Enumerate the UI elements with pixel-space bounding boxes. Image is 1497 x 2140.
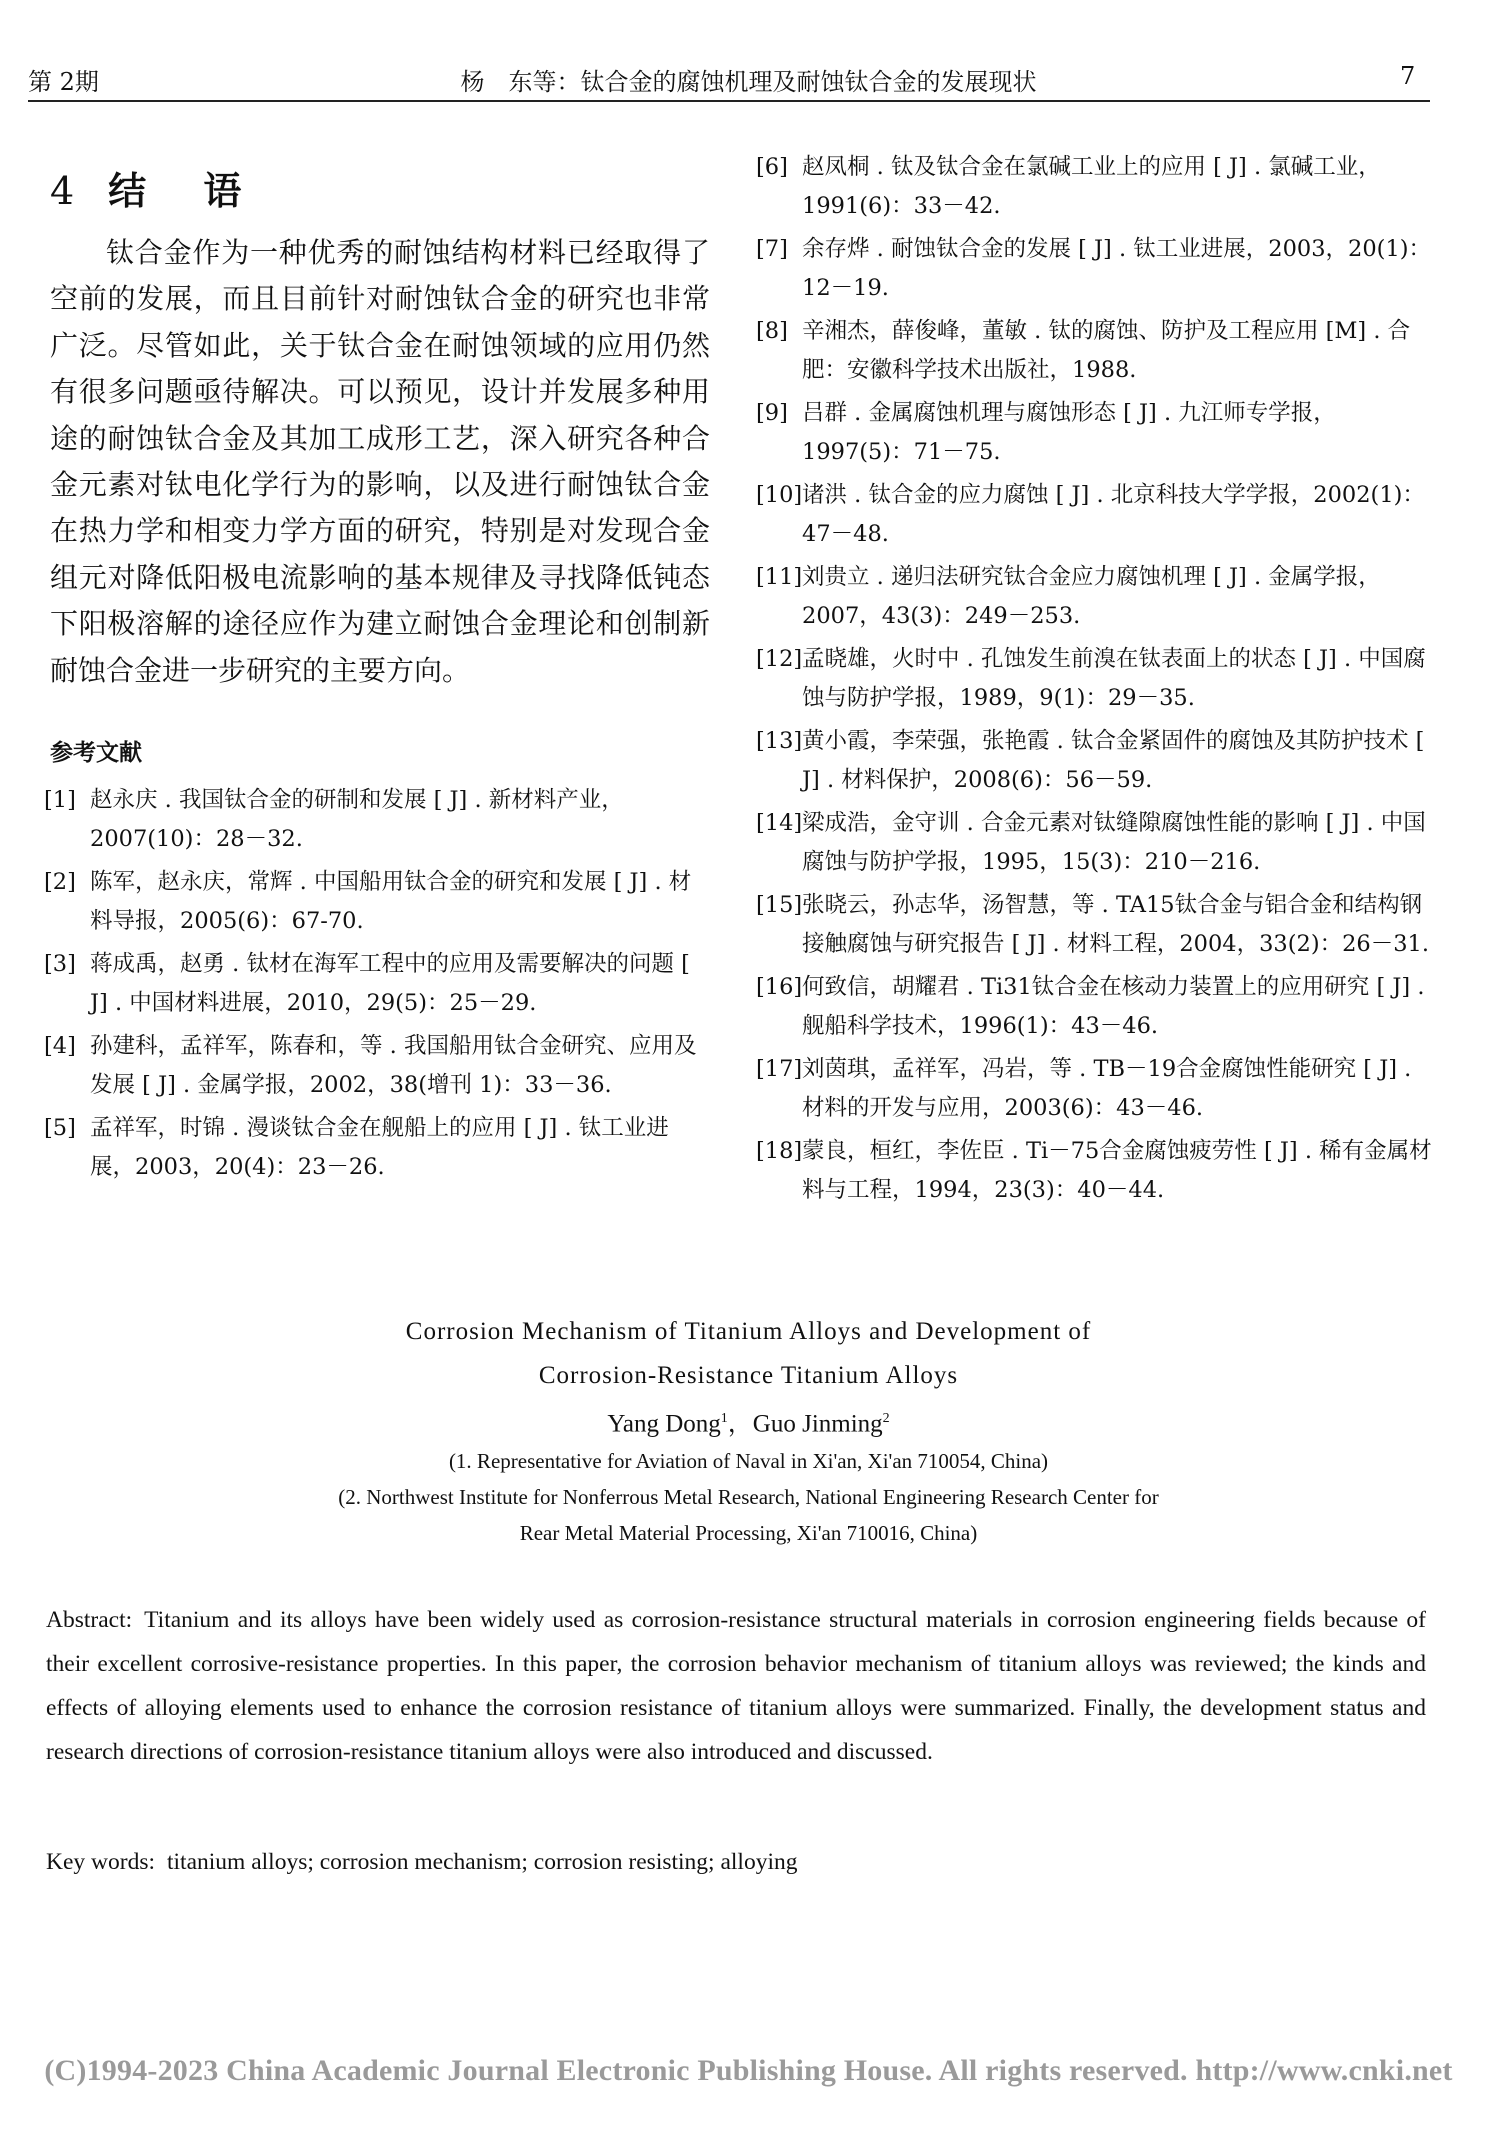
reference-item [756, 886, 1432, 964]
reference-item [44, 1109, 710, 1187]
reference-item [756, 312, 1432, 390]
reference-number: [7] [756, 236, 788, 262]
reference-number: [15] [756, 892, 803, 918]
reference-item [44, 781, 710, 859]
affiliation-2-line-2: Rear Metal Material Processing, Xi'an 710016, China) [519, 1521, 978, 1546]
english-keywords [46, 1840, 1426, 1884]
reference-text: 刘茵琪，孟祥军，冯岩，等 . TB－19合金腐蚀性能研究 [ J] . 材料的开发与应用，2003(6)：43－46. [802, 1056, 1412, 1121]
reference-text: 赵凤桐 . 钛及钛合金在氯碱工业上的应用 [ J] . 氯碱工业，1991(6)：33－42. [802, 154, 1381, 219]
reference-item [756, 476, 1432, 554]
reference-text: 孟祥军，时锦 . 漫谈钛合金在舰船上的应用 [ J] . 钛工业进展，2003，20(4)：23－26. [90, 1115, 669, 1181]
references-title: 参考文献 [50, 739, 142, 767]
reference-number: [17] [756, 1056, 803, 1082]
reference-number: [14] [756, 810, 803, 836]
reference-text: 陈军，赵永庆，常辉 . 中国船用钛合金的研究和发展 [ J] . 材料导报，2005(6)：67-70. [90, 869, 692, 935]
section-heading [50, 160, 710, 216]
reference-item [756, 968, 1432, 1046]
author-1-affil-mark: 1 [720, 1411, 728, 1426]
reference-item [756, 230, 1432, 308]
reference-number: [1] [44, 787, 76, 814]
reference-item [756, 148, 1432, 226]
reference-text: 孙建科，孟祥军，陈春和，等 . 我国船用钛合金研究、应用及发展 [ J] . 金属学报，2002，38(增刊 1)：33－36. [90, 1033, 697, 1099]
reference-text: 蒋成禹，赵勇 . 钛材在海军工程中的应用及需要解决的问题 [ J] . 中国材料进展，2010，29(5)：25－29. [90, 951, 690, 1017]
abstract-label: Abstract: [46, 1607, 133, 1633]
reference-text: 张晓云，孙志华，汤智慧，等 . TA15钛合金与铝合金和结构钢接触腐蚀与研究报告 [ J] . 材料工程，2004，33(2)：26－31. [802, 892, 1430, 957]
author-separator: ， [727, 1410, 753, 1438]
reference-item [756, 1050, 1432, 1128]
reference-number: [18] [756, 1138, 803, 1164]
reference-item [44, 1027, 710, 1105]
reference-text: 蒙良，桓红，李佐臣 . Ti－75合金腐蚀疲劳性 [ J] . 稀有金属材料与工程，1994，23(3)：40－44. [802, 1138, 1432, 1203]
reference-number: [11] [756, 564, 803, 590]
reference-text: 梁成浩，金守训 . 合金元素对钛缝隙腐蚀性能的影响 [ J] . 中国腐蚀与防护学报，1995，15(3)：210－216. [802, 810, 1426, 875]
left-column [44, 160, 710, 1191]
section-number: 4 [50, 169, 75, 213]
author-1: Yang Dong [607, 1410, 721, 1438]
english-title-line-2: Corrosion-Resistance Titanium Alloys [538, 1362, 959, 1389]
reference-item [44, 863, 710, 941]
reference-number: [8] [756, 318, 788, 344]
reference-text: 何致信，胡耀君 . Ti31钛合金在核动力装置上的应用研究 [ J] . 舰船科学技术，1996(1)：43－46. [802, 974, 1425, 1039]
reference-text: 刘贵立 . 递归法研究钛合金应力腐蚀机理 [ J] . 金属学报，2007，43(3)：249－253. [802, 564, 1381, 629]
reference-number: [16] [756, 974, 803, 1000]
reference-text: 黄小霞，李荣强，张艳霞 . 钛合金紧固件的腐蚀及其防护技术 [ J] . 材料保护，2008(6)：56－59. [802, 728, 1425, 793]
reference-item [756, 558, 1432, 636]
reference-text: 赵永庆 . 我国钛合金的研制和发展 [ J] . 新材料产业，2007(10)：28－32. [90, 787, 624, 853]
reference-text: 孟晓雄，火时中 . 孔蚀发生前溴在钛表面上的状态 [ J] . 中国腐蚀与防护学报，1989，9(1)：29－35. [802, 646, 1426, 711]
reference-number: [13] [756, 728, 803, 754]
section-title: 结 语 [108, 168, 264, 213]
reference-number: [3] [44, 951, 76, 978]
page-number: 7 [1400, 62, 1416, 90]
conclusion-paragraph: 钛合金作为一种优秀的耐蚀结构材料已经取得了空前的发展，而且目前针对耐蚀钛合金的研究也非常广泛。尽管如此，关于钛合金在耐蚀领域的应用仍然有很多问题亟待解决。可以预见，设计并发展多种用途的耐蚀钛合金及其加工成形工艺，深入研究各种合金元素对钛电化学行为的影响，以及进行耐蚀钛合金在热力学和相变力学方面的研究，特别是对发现合金组元对降低阳极电流影响的基本规律及寻找降低钝态下阳极溶解的途径应作为建立耐蚀合金理论和创制新耐蚀合金进一步研究的主要方向。 [50, 236, 710, 687]
reference-text: 诸洪 . 钛合金的应力腐蚀 [ J] . 北京科技大学学报，2002(1)：47－48. [802, 482, 1425, 547]
issue-label: 第 2期 [28, 68, 99, 96]
reference-text: 余存烨 . 耐蚀钛合金的发展 [ J] . 钛工业进展，2003，20(1)：12－19. [802, 236, 1432, 301]
running-header [0, 0, 1497, 102]
header-rule [28, 100, 1430, 102]
reference-list-left [44, 781, 710, 1187]
affiliation-2-line-1: (2. Northwest Institute for Nonferrous Metal Research, National Engineering Research Center for [338, 1485, 1159, 1510]
english-title-line-1: Corrosion Mechanism of Titanium Alloys and Development of [405, 1318, 1092, 1345]
reference-item [756, 1132, 1432, 1210]
reference-number: [4] [44, 1033, 76, 1060]
reference-number: [12] [756, 646, 803, 672]
reference-number: [6] [756, 154, 788, 180]
author-2-affil-mark: 2 [882, 1411, 890, 1426]
reference-list-right [756, 148, 1432, 1210]
english-abstract [46, 1598, 1426, 1774]
reference-item [756, 640, 1432, 718]
reference-text: 辛湘杰，薛俊峰，董敏 . 钛的腐蚀、防护及工程应用 [M] . 合肥：安徽科学技术出版社，1988. [802, 318, 1411, 383]
right-column [756, 148, 1432, 1214]
english-block [0, 1310, 1497, 1875]
reference-item [756, 394, 1432, 472]
reference-item [756, 722, 1432, 800]
reference-text: 吕群 . 金属腐蚀机理与腐蚀形态 [ J] . 九江师专学报，1997(5)：71－75. [802, 400, 1336, 465]
reference-number: [5] [44, 1115, 76, 1142]
keywords-label: Key words: [46, 1849, 155, 1875]
reference-number: [2] [44, 869, 76, 896]
copyright-footer: (C)1994-2023 China Academic Journal Electronic Publishing House. All rights reserved. http://www.cnki.net [44, 2054, 1453, 2087]
abstract-text: Titanium and its alloys have been widely used as corrosion-resistance structural materials in corrosion engineering fields because of their excellent corrosive-resistance properties. In this paper, the corrosion behavior mechanism of titanium alloys was reviewed; the kinds and effects of alloying elements used to enhance the corrosion resistance of titanium alloys were summarized. Finally, the development status and research directions of corrosion-resistance titanium alloys were also introduced and discussed. [46, 1607, 1426, 1765]
reference-item [756, 804, 1432, 882]
reference-item [44, 945, 710, 1023]
keywords-text: titanium alloys; corrosion mechanism; corrosion resisting; alloying [167, 1849, 798, 1875]
reference-number: [10] [756, 482, 803, 508]
reference-number: [9] [756, 400, 788, 426]
author-2: Guo Jinming [752, 1410, 883, 1438]
running-title: 杨 东等：钛合金的腐蚀机理及耐蚀钛合金的发展现状 [460, 68, 1037, 96]
affiliation-1: (1. Representative for Aviation of Naval in Xi'an, Xi'an 710054, China) [448, 1449, 1049, 1474]
english-authors [0, 1400, 1497, 1443]
